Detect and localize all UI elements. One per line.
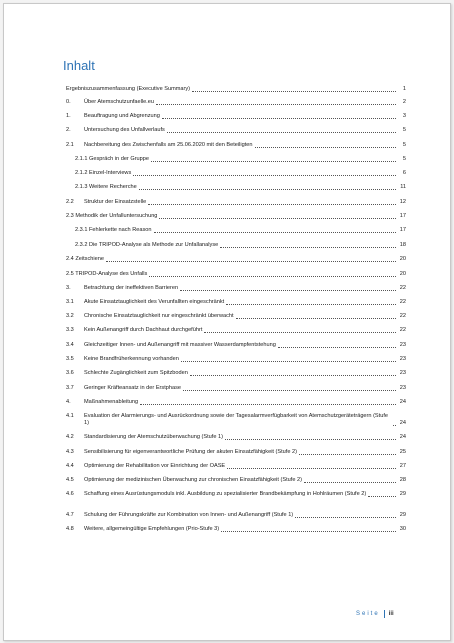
toc-entry-title[interactable]: Geringer Kräfteansatz in der Erstphase bbox=[84, 385, 182, 391]
toc-entry[interactable] bbox=[66, 526, 406, 533]
toc-entry-title[interactable]: Schulung der Führungskräfte zur Kombination von Innen- und Außenangriff (Stufe 1) bbox=[84, 512, 294, 518]
toc-entry[interactable] bbox=[66, 399, 406, 406]
toc-entry-number: 4.4 bbox=[66, 463, 74, 469]
toc-entry-title[interactable]: Über Atemschutzunfaelle.eu bbox=[84, 99, 154, 105]
toc-entry-page: 23 bbox=[399, 385, 406, 391]
toc-dot-leader bbox=[226, 304, 396, 305]
toc-entry-page: 17 bbox=[399, 227, 406, 233]
footer-separator bbox=[384, 610, 385, 618]
toc-dot-leader bbox=[106, 261, 396, 262]
toc-dot-leader bbox=[295, 517, 396, 518]
toc-entry-number: 4.8 bbox=[66, 526, 74, 532]
toc-entry[interactable] bbox=[66, 434, 406, 441]
toc-entry-title[interactable]: Optimierung der medizinischen Überwachung zur chronischen Einsatzfähigkeit (Stufe 2) bbox=[84, 477, 302, 483]
toc-entry-number: 3.4 bbox=[66, 342, 74, 348]
toc-entry[interactable] bbox=[66, 113, 406, 120]
toc-entry-title[interactable]: 2.5 TRIPOD-Analyse des Unfalls bbox=[66, 271, 148, 277]
toc-entry[interactable] bbox=[66, 285, 406, 292]
toc-entry-page: 12 bbox=[399, 199, 406, 205]
toc-entry[interactable] bbox=[66, 413, 406, 427]
toc-entry-page: 2 bbox=[402, 99, 406, 105]
toc-entry-title[interactable]: Akute Einsatztauglichkeit des Verunfallten eingeschränkt bbox=[84, 299, 225, 305]
toc-entry[interactable] bbox=[66, 512, 406, 519]
toc-entry-title[interactable]: Standardisierung der Atemschutzüberwachung (Stufe 1) bbox=[84, 434, 223, 440]
toc-entry-title[interactable]: Nachbereitung des Zwischenfalls am 25.06.2020 mit den Beteiligten bbox=[84, 142, 253, 148]
toc-entry-number: 3.1 bbox=[66, 299, 74, 305]
toc-entry[interactable] bbox=[66, 385, 406, 392]
toc-entry[interactable] bbox=[66, 127, 406, 134]
toc-entry-number: 3.7 bbox=[66, 385, 74, 391]
toc-entry-number: 3. bbox=[66, 285, 71, 291]
toc-dot-leader bbox=[151, 161, 396, 162]
toc-dot-leader bbox=[304, 482, 396, 483]
toc-entry-number: 2. bbox=[66, 127, 71, 133]
toc-entry-title[interactable]: 2.4 Zeitschiene bbox=[66, 256, 104, 262]
toc-entry-page: 22 bbox=[399, 327, 406, 333]
toc-entry-title[interactable]: Weitere, allgemeingültige Empfehlungen (Prio-Stufe 3) bbox=[84, 526, 220, 532]
toc-dot-leader bbox=[140, 404, 396, 405]
toc-entry-page: 24 bbox=[399, 420, 406, 426]
toc-entry[interactable] bbox=[66, 299, 406, 306]
toc-entry-title[interactable]: Keine Brandfrüherkennung vorhanden bbox=[84, 356, 179, 362]
toc-entry-page: 20 bbox=[399, 256, 406, 262]
toc-entry-page: 17 bbox=[399, 213, 406, 219]
toc-entry-number: 3.5 bbox=[66, 356, 74, 362]
toc-dot-leader bbox=[183, 390, 396, 391]
toc-entry[interactable] bbox=[66, 86, 406, 93]
toc-entry-title[interactable]: 2.3.2 Die TRIPOD-Analyse als Methode zur Unfallanalyse bbox=[75, 242, 219, 248]
toc-dot-leader bbox=[255, 147, 396, 148]
footer-label: Seite bbox=[356, 611, 380, 617]
toc-entry-page: 22 bbox=[399, 313, 406, 319]
toc-dot-leader bbox=[204, 332, 396, 333]
toc-entry-page: 23 bbox=[399, 342, 406, 348]
page-footer bbox=[356, 610, 394, 618]
toc-dot-leader bbox=[368, 496, 396, 497]
toc-entry-title[interactable]: Gleichzeitiger Innen- und Außenangriff mit massiver Wasserdampfentstehung bbox=[84, 342, 276, 348]
toc-dot-leader bbox=[149, 276, 396, 277]
toc-entry-page: 24 bbox=[399, 434, 406, 440]
toc-dot-leader bbox=[162, 118, 396, 119]
toc-entry[interactable] bbox=[66, 491, 406, 498]
toc-entry-page: 3 bbox=[402, 113, 406, 119]
toc-entry-page: 22 bbox=[399, 299, 406, 305]
toc-entry[interactable] bbox=[66, 199, 406, 206]
toc-entry-title[interactable]: Betrachtung der ineffektiven Barrieren bbox=[84, 285, 179, 291]
toc-entry[interactable] bbox=[66, 370, 406, 377]
toc-entry-page: 6 bbox=[402, 170, 406, 176]
toc-entry-title[interactable]: 2.3 Methodik der Unfalluntersuchung bbox=[66, 213, 158, 219]
toc-entry-page: 25 bbox=[399, 449, 406, 455]
toc-dot-leader bbox=[148, 204, 396, 205]
toc-entry-title[interactable]: Beauftragung und Abgrenzung bbox=[84, 113, 160, 119]
toc-entry[interactable] bbox=[75, 184, 406, 191]
toc-entry-title[interactable]: Optimierung der Rehabilitation vor Einrichtung der OASE bbox=[84, 463, 226, 469]
toc-entry-title[interactable]: 2.1.1 Gespräch in der Gruppe bbox=[75, 156, 150, 162]
toc-entry[interactable] bbox=[75, 227, 406, 234]
toc-entry-title[interactable]: Untersuchung des Unfallverlaufs bbox=[84, 127, 165, 133]
toc-dot-leader bbox=[393, 425, 396, 426]
toc-entry-page: 18 bbox=[399, 242, 406, 248]
toc-dot-leader bbox=[180, 290, 396, 291]
toc-dot-leader bbox=[156, 104, 396, 105]
toc-entry-number: 2.2 bbox=[66, 199, 74, 205]
toc-dot-leader bbox=[133, 175, 396, 176]
toc-entry-number: 3.3 bbox=[66, 327, 74, 333]
toc-entry[interactable] bbox=[75, 156, 406, 163]
toc-dot-leader bbox=[278, 347, 396, 348]
toc-entry-page: 27 bbox=[399, 463, 406, 469]
toc-dot-leader bbox=[190, 375, 396, 376]
toc-entry-number: 4.1 bbox=[66, 413, 74, 419]
toc-dot-leader bbox=[299, 454, 396, 455]
toc-entry-page: 20 bbox=[399, 271, 406, 277]
toc-heading: Inhalt bbox=[63, 58, 95, 73]
toc-entry-title[interactable]: 2.1.3 Weitere Recherche bbox=[75, 184, 137, 190]
toc-dot-leader bbox=[154, 232, 397, 233]
toc-entry-title[interactable]: Evaluation der Alarmierungs- und Ausrückordnung sowie der Tagesalarmverfügbarkeit von Atemschutzgeräteträgern (Stufe 1) bbox=[84, 413, 388, 426]
toc-entry-title[interactable]: Maßnahmenableitung bbox=[84, 399, 139, 405]
toc-dot-leader bbox=[221, 531, 396, 532]
toc-entry-number: 3.6 bbox=[66, 370, 74, 376]
toc-entry-number: 4.7 bbox=[66, 512, 74, 518]
toc-entry[interactable] bbox=[66, 449, 406, 456]
toc-entry-page: 22 bbox=[399, 285, 406, 291]
toc-dot-leader bbox=[220, 247, 396, 248]
toc-entry-page: 23 bbox=[399, 370, 406, 376]
toc-entry-title[interactable]: Schaffung eines Ausrüstungsmoduls inkl. Ausbildung zu spezialisierter Brandbekämpfung in Hohlräumen (Stufe 2) bbox=[84, 491, 367, 497]
toc-entry[interactable] bbox=[66, 463, 406, 470]
toc-entry-title[interactable]: Schlechte Zugänglichkeit zum Spitzboden bbox=[84, 370, 188, 376]
toc-dot-leader bbox=[227, 468, 396, 469]
toc-entry[interactable] bbox=[66, 256, 406, 263]
toc-entry[interactable] bbox=[66, 313, 406, 320]
toc-entry[interactable] bbox=[66, 271, 406, 278]
toc-entry-title[interactable]: Ergebniszusammenfassung (Executive Summary) bbox=[66, 86, 191, 92]
toc-entry[interactable] bbox=[66, 213, 406, 220]
toc-dot-leader bbox=[181, 361, 396, 362]
toc-entry-number: 2.1 bbox=[66, 142, 74, 148]
toc-entry-number: 4.2 bbox=[66, 434, 74, 440]
toc-entry[interactable] bbox=[66, 356, 406, 363]
toc-entry-page: 29 bbox=[399, 512, 406, 518]
toc-entry-page: 29 bbox=[399, 491, 406, 497]
toc-entry-page: 5 bbox=[402, 156, 406, 162]
toc-entry-title[interactable]: Sensibilisierung für eigenverantwortliche Prüfung der akuten Einsatzfähigkeit (Stufe 2) bbox=[84, 449, 297, 455]
toc-dot-leader bbox=[159, 218, 396, 219]
toc-entry-title[interactable]: Kein Außenangriff durch Dachhaut durchgeführt bbox=[84, 327, 203, 333]
toc-entry-page: 11 bbox=[400, 184, 406, 190]
toc-entry[interactable] bbox=[66, 477, 406, 484]
toc-entry[interactable] bbox=[66, 142, 406, 149]
toc-dot-leader bbox=[139, 189, 396, 190]
toc-entry-title[interactable]: Struktur der Einsatzstelle bbox=[84, 199, 147, 205]
toc-entry-number: 1. bbox=[66, 113, 71, 119]
toc-entry[interactable] bbox=[75, 242, 406, 249]
toc-entry-page: 30 bbox=[399, 526, 406, 532]
toc-entry-number: 0. bbox=[66, 99, 71, 105]
toc-entry-page: 28 bbox=[399, 477, 406, 483]
toc-entry-page: 23 bbox=[399, 356, 406, 362]
toc-entry[interactable] bbox=[66, 342, 406, 349]
toc-entry[interactable] bbox=[66, 327, 406, 334]
toc-entry-title[interactable]: 2.3.1 Fehlerkette nach Reason bbox=[75, 227, 152, 233]
toc-entry-title[interactable]: Chronische Einsatztauglichkeit nur eingeschränkt überwacht bbox=[84, 313, 234, 319]
toc-entry-number: 4. bbox=[66, 399, 71, 405]
toc-entry-number: 4.5 bbox=[66, 477, 74, 483]
toc-dot-leader bbox=[167, 132, 396, 133]
toc-entry-title[interactable]: 2.1.2 Einzel-Interviews bbox=[75, 170, 132, 176]
toc-entry-page: 5 bbox=[402, 127, 406, 133]
footer-page-number: iii bbox=[388, 611, 394, 617]
toc-dot-leader bbox=[236, 318, 396, 319]
toc-entry-number: 4.6 bbox=[66, 491, 74, 497]
toc-entry-page: 1 bbox=[402, 86, 406, 92]
toc-entry[interactable] bbox=[75, 170, 406, 177]
toc-entry[interactable] bbox=[66, 99, 406, 106]
toc-entry-number: 4.3 bbox=[66, 449, 74, 455]
toc-entry-page: 5 bbox=[402, 142, 406, 148]
toc-entry-page: 24 bbox=[399, 399, 406, 405]
document-page bbox=[3, 3, 451, 641]
toc-dot-leader bbox=[192, 91, 396, 92]
toc-entry-number: 3.2 bbox=[66, 313, 74, 319]
toc-dot-leader bbox=[225, 439, 396, 440]
